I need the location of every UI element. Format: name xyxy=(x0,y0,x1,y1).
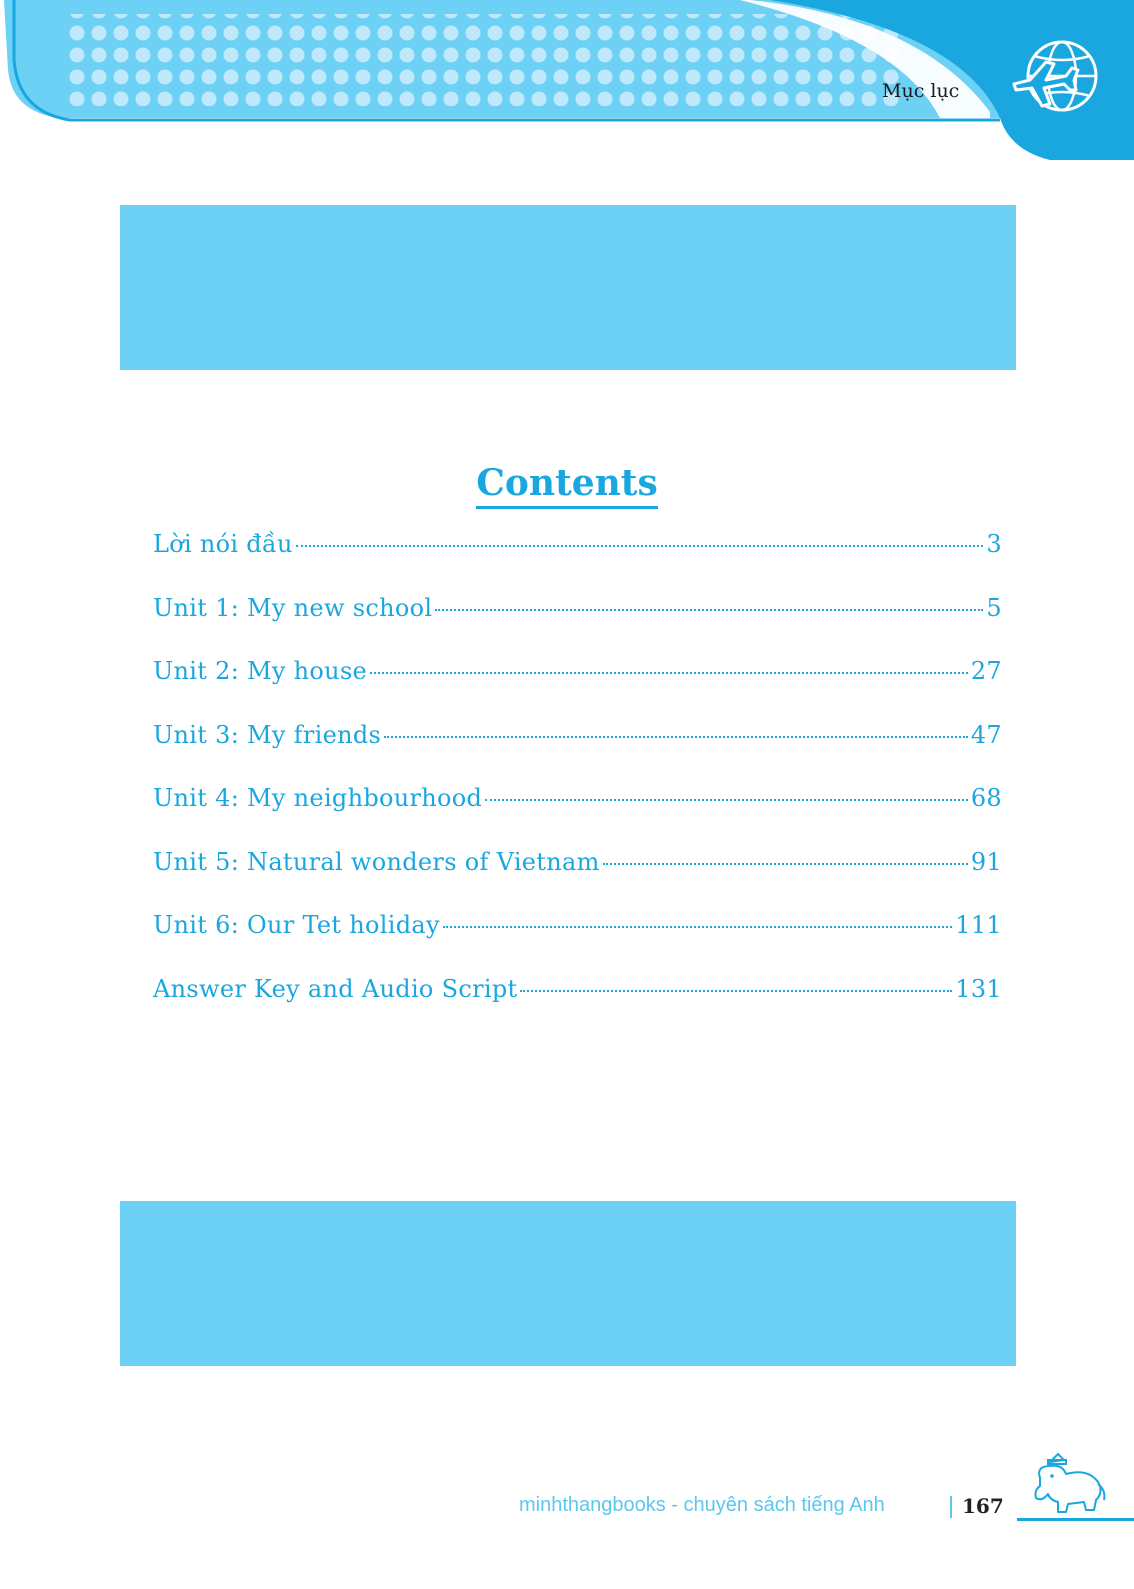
toc-item-unit-6[interactable] xyxy=(153,911,1002,975)
dot-leader xyxy=(370,672,968,674)
dot-leader xyxy=(520,990,952,992)
toc-item-page: 5 xyxy=(986,593,1002,622)
toc-item-preface[interactable] xyxy=(153,530,1002,594)
footer-accent-line xyxy=(1017,1518,1134,1521)
dot-leader xyxy=(443,926,952,928)
page-number: 167 xyxy=(962,1494,1004,1518)
contents-title-text: Contents xyxy=(476,462,657,509)
toc-item-label: Lời nói đầu xyxy=(153,530,293,558)
toc-item-page: 131 xyxy=(955,974,1002,1003)
elephant-mascot-icon xyxy=(1028,1450,1108,1516)
toc-item-page: 111 xyxy=(955,911,1002,939)
toc-item-label: Unit 4: My neighbourhood xyxy=(153,784,483,812)
section-label: Mục lục xyxy=(882,80,960,102)
toc-item-unit-5[interactable] xyxy=(153,848,1002,912)
toc-item-page: 91 xyxy=(970,847,1002,876)
toc-item-page: 68 xyxy=(970,784,1002,812)
page-header xyxy=(0,0,1134,160)
toc-item-label: Unit 5: Natural wonders of Vietnam xyxy=(153,847,600,876)
toc-item-unit-1[interactable] xyxy=(153,594,1002,658)
toc-item-page: 47 xyxy=(970,720,1002,749)
toc-item-label: Unit 6: Our Tet holiday xyxy=(153,911,440,939)
publisher-text: minhthangbooks - chuyên sách tiếng Anh xyxy=(519,1494,885,1516)
contents-title xyxy=(0,462,1134,509)
dot-leader xyxy=(435,609,983,611)
toc-item-unit-4[interactable] xyxy=(153,784,1002,848)
footer-separator xyxy=(950,1496,952,1518)
toc-item-label: Answer Key and Audio Script xyxy=(153,974,518,1003)
toc-item-label: Unit 2: My house xyxy=(153,657,368,685)
toc-item-page: 27 xyxy=(970,657,1002,685)
globe-airplane-icon xyxy=(1010,34,1102,120)
dot-leader xyxy=(296,545,984,547)
table-of-contents xyxy=(153,530,1002,1038)
dot-leader xyxy=(603,863,968,865)
decorative-band-top xyxy=(120,205,1016,370)
toc-item-unit-3[interactable] xyxy=(153,721,1002,785)
toc-item-label: Unit 1: My new school xyxy=(153,593,433,622)
dot-leader xyxy=(384,736,968,738)
toc-item-unit-2[interactable] xyxy=(153,657,1002,721)
header-banner xyxy=(0,0,1134,160)
decorative-band-bottom xyxy=(120,1201,1016,1366)
dot-leader xyxy=(485,799,968,801)
toc-item-page: 3 xyxy=(986,530,1002,558)
toc-item-answer-key[interactable] xyxy=(153,975,1002,1039)
toc-item-label: Unit 3: My friends xyxy=(153,720,382,749)
